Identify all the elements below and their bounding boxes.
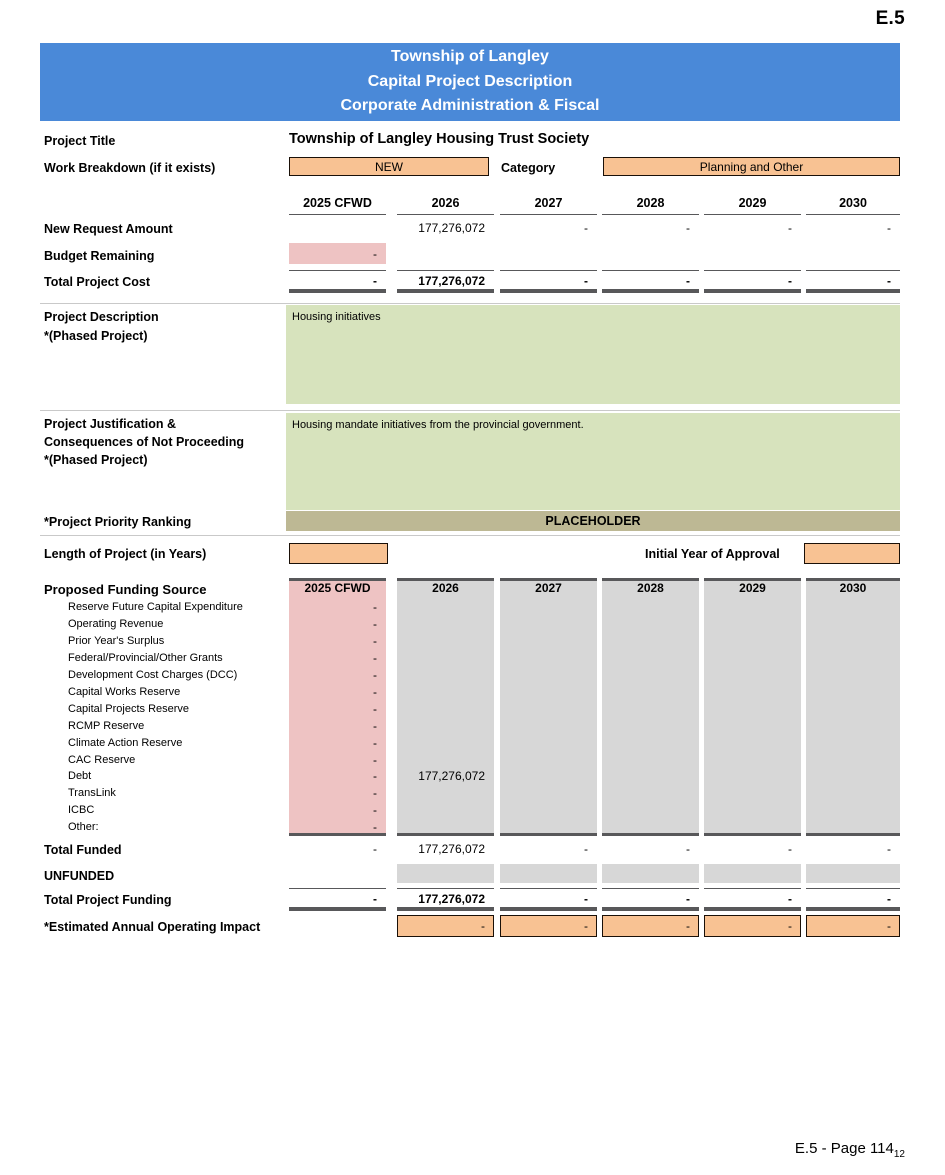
project-priority-ranking-label: *Project Priority Ranking [44,515,192,529]
operating-impact-2029-box[interactable] [704,915,801,937]
funding-column-2030 [806,578,900,836]
funding-year-header-2028: 2028 [637,581,664,595]
tpf-topline-0 [289,888,386,889]
new-request-2028: - [686,221,690,235]
budget-remaining-2025: - [373,247,377,261]
funding-1-2025: - [373,617,377,631]
tpf-topline-3 [602,888,699,889]
budget-remaining-2025-cell [289,243,386,264]
new-request-2027: - [584,221,588,235]
tpf-dblline-3 [602,907,699,911]
total-funded-2027: - [584,842,588,856]
operating-impact-2030: - [887,919,891,933]
funding-2-2025: - [373,634,377,648]
operating-impact-2026: - [481,919,485,933]
funding-source-label-5: Capital Works Reserve [68,686,181,698]
funding-6-2025: - [373,702,377,716]
total-project-cost-2028: - [686,274,690,288]
tpc-topline-3 [602,270,699,271]
category-label: Category [501,161,556,175]
year-header-2025-cfwd: 2025 CFWD [303,196,372,210]
funding-8-2025: - [373,736,377,750]
project-title-label: Project Title [44,134,116,148]
budget-remaining-label: Budget Remaining [44,249,155,263]
funding-source-label-7: RCMP Reserve [68,720,145,732]
total-project-funding-2028: - [686,892,690,906]
operating-impact-2028-box[interactable] [602,915,699,937]
funding-source-label-1: Operating Revenue [68,618,164,630]
category-value: Planning and Other [699,159,804,174]
new-request-2026: 177,276,072 [418,221,485,235]
tpc-dblline-1 [397,289,494,293]
tpc-dblline-0 [289,289,386,293]
tpc-dblline-5 [806,289,900,293]
tpc-dblline-4 [704,289,801,293]
footer-text: E.5 - Page 114 [794,1140,894,1157]
tpc-topline-4 [704,270,801,271]
funding-year-header-2030: 2030 [839,581,867,595]
total-project-funding-2030: - [887,892,891,906]
project-justification-label-1: Project Justification & [44,417,176,431]
funding-column-2027 [500,578,597,836]
funding-year-header-2026: 2026 [432,581,459,595]
total-project-funding-2026: 177,276,072 [418,892,485,906]
footer-subscript: 12 [893,1149,905,1160]
total-funded-label: Total Funded [44,843,122,857]
total-project-funding-2025: - [373,892,377,906]
funding-11-2025: - [373,786,377,800]
funding-0-2025: - [373,600,377,614]
project-title-value: Township of Langley Housing Trust Society [289,131,590,147]
tpf-dblline-5 [806,907,900,911]
project-description-box[interactable] [286,305,900,404]
operating-impact-2027-box[interactable] [500,915,597,937]
total-project-cost-2025: - [373,274,377,288]
length-of-project-value-box[interactable] [289,543,388,564]
tpf-dblline-0 [289,907,386,911]
funding-source-label-11: TransLink [68,787,116,799]
work-breakdown-value-box[interactable] [289,157,489,176]
funding-year-header-2027: 2027 [535,581,562,595]
funding-9-2025: - [373,753,377,767]
year-header-2028: 2028 [636,196,665,210]
initial-year-approval-value-box[interactable] [804,543,900,564]
year-rule-2 [500,214,597,215]
funding-column-2028 [602,578,699,836]
tpc-dblline-3 [602,289,699,293]
operating-impact-2027: - [584,919,588,933]
year-rule-5 [806,214,900,215]
funding-column-2029 [704,578,801,836]
unfunded-2026-cell[interactable] [397,864,494,883]
total-funded-2030: - [887,842,891,856]
funding-source-label-12: ICBC [68,804,95,816]
funding-source-label-3: Federal/Provincial/Other Grants [68,652,223,664]
unfunded-2027-cell[interactable] [500,864,597,883]
funding-column-2026 [397,578,494,836]
tpc-topline-5 [806,270,900,271]
operating-impact-2026-box[interactable] [397,915,494,937]
project-justification-text: Housing mandate initiatives from the provincial government. [292,419,584,431]
funding-source-label-8: Climate Action Reserve [68,737,183,749]
year-header-2027: 2027 [534,196,563,210]
tpf-topline-4 [704,888,801,889]
funding-3-2025: - [373,651,377,665]
category-value-box[interactable] [603,157,900,176]
funding-5-2025: - [373,685,377,699]
page-footer [0,1140,905,1160]
funding-year-header-2029: 2029 [739,581,766,595]
proposed-funding-source-label: Proposed Funding Source [44,582,207,597]
banner-line-2: Capital Project Description [367,72,573,90]
project-description-text: Housing initiatives [292,311,381,323]
tpf-dblline-2 [500,907,597,911]
operating-impact-2029: - [788,919,792,933]
tpc-topline-1 [397,270,494,271]
total-project-cost-2029: - [788,274,792,288]
year-header-2030: 2030 [839,196,867,210]
operating-impact-2028: - [686,919,690,933]
banner-line-3: Corporate Administration & Fiscal [340,97,600,115]
project-description-label-1: Project Description [44,310,159,324]
initial-year-approval-label: Initial Year of Approval [645,547,780,561]
new-request-2030: - [887,221,891,235]
total-project-cost-label: Total Project Cost [44,275,151,289]
total-project-cost-2030: - [887,274,891,288]
total-project-funding-2029: - [788,892,792,906]
funding-source-label-6: Capital Projects Reserve [68,703,190,715]
unfunded-2030-cell[interactable] [806,864,900,883]
tpc-dblline-2 [500,289,597,293]
total-project-funding-2027: - [584,892,588,906]
new-request-2029: - [788,221,792,235]
funding-13-2025: - [373,820,377,834]
page-banner [40,43,900,121]
year-rule-0 [289,214,386,215]
work-breakdown-label: Work Breakdown (if it exists) [44,161,216,175]
year-header-2026: 2026 [431,196,460,210]
funding-10-2026: 177,276,072 [418,769,485,783]
divider-above-justification [40,410,900,411]
banner-line-1: Township of Langley [391,47,549,65]
unfunded-label: UNFUNDED [44,869,115,883]
funding-source-label-4: Development Cost Charges (DCC) [68,669,238,681]
total-funded-2025: - [373,842,377,856]
tpf-dblline-4 [704,907,801,911]
unfunded-2028-cell[interactable] [602,864,699,883]
total-project-cost-2027: - [584,274,588,288]
funding-source-label-13: Other: [68,821,99,833]
divider-above-description [40,303,900,304]
funding-source-label-0: Reserve Future Capital Expenditure [68,601,243,613]
year-rule-1 [397,214,494,215]
total-project-funding-label: Total Project Funding [44,893,172,907]
tpf-dblline-1 [397,907,494,911]
new-request-amount-label: New Request Amount [44,222,173,236]
tpf-topline-1 [397,888,494,889]
project-priority-ranking-value: PLACEHOLDER [286,511,900,531]
year-header-2029: 2029 [738,196,767,210]
total-funded-2029: - [788,842,792,856]
year-rule-3 [602,214,699,215]
divider-below-priority [40,535,900,536]
funding-source-label-9: CAC Reserve [68,754,136,766]
tpc-topline-0 [289,270,386,271]
project-description-label-2: *(Phased Project) [44,329,148,343]
funding-source-label-10: Debt [68,770,92,782]
total-funded-2026: 177,276,072 [418,842,485,856]
funding-source-label-2: Prior Year's Surplus [68,635,165,647]
funding-year-header-2025-cfwd: 2025 CFWD [304,581,371,595]
tpf-topline-2 [500,888,597,889]
operating-impact-label: *Estimated Annual Operating Impact [44,920,261,934]
work-breakdown-value: NEW [375,159,403,174]
project-justification-box[interactable] [286,413,900,510]
operating-impact-2030-box[interactable] [806,915,900,937]
length-of-project-label: Length of Project (in Years) [44,547,207,561]
section-code: E.5 [875,8,905,29]
year-rule-4 [704,214,801,215]
total-funded-2028: - [686,842,690,856]
funding-7-2025: - [373,719,377,733]
funding-4-2025: - [373,668,377,682]
funding-10-2025: - [373,769,377,783]
tpc-topline-2 [500,270,597,271]
project-justification-label-3: *(Phased Project) [44,453,148,467]
unfunded-2029-cell[interactable] [704,864,801,883]
total-project-cost-2026: 177,276,072 [418,274,485,288]
funding-12-2025: - [373,803,377,817]
project-justification-label-2: Consequences of Not Proceeding [44,435,245,449]
tpf-topline-5 [806,888,900,889]
